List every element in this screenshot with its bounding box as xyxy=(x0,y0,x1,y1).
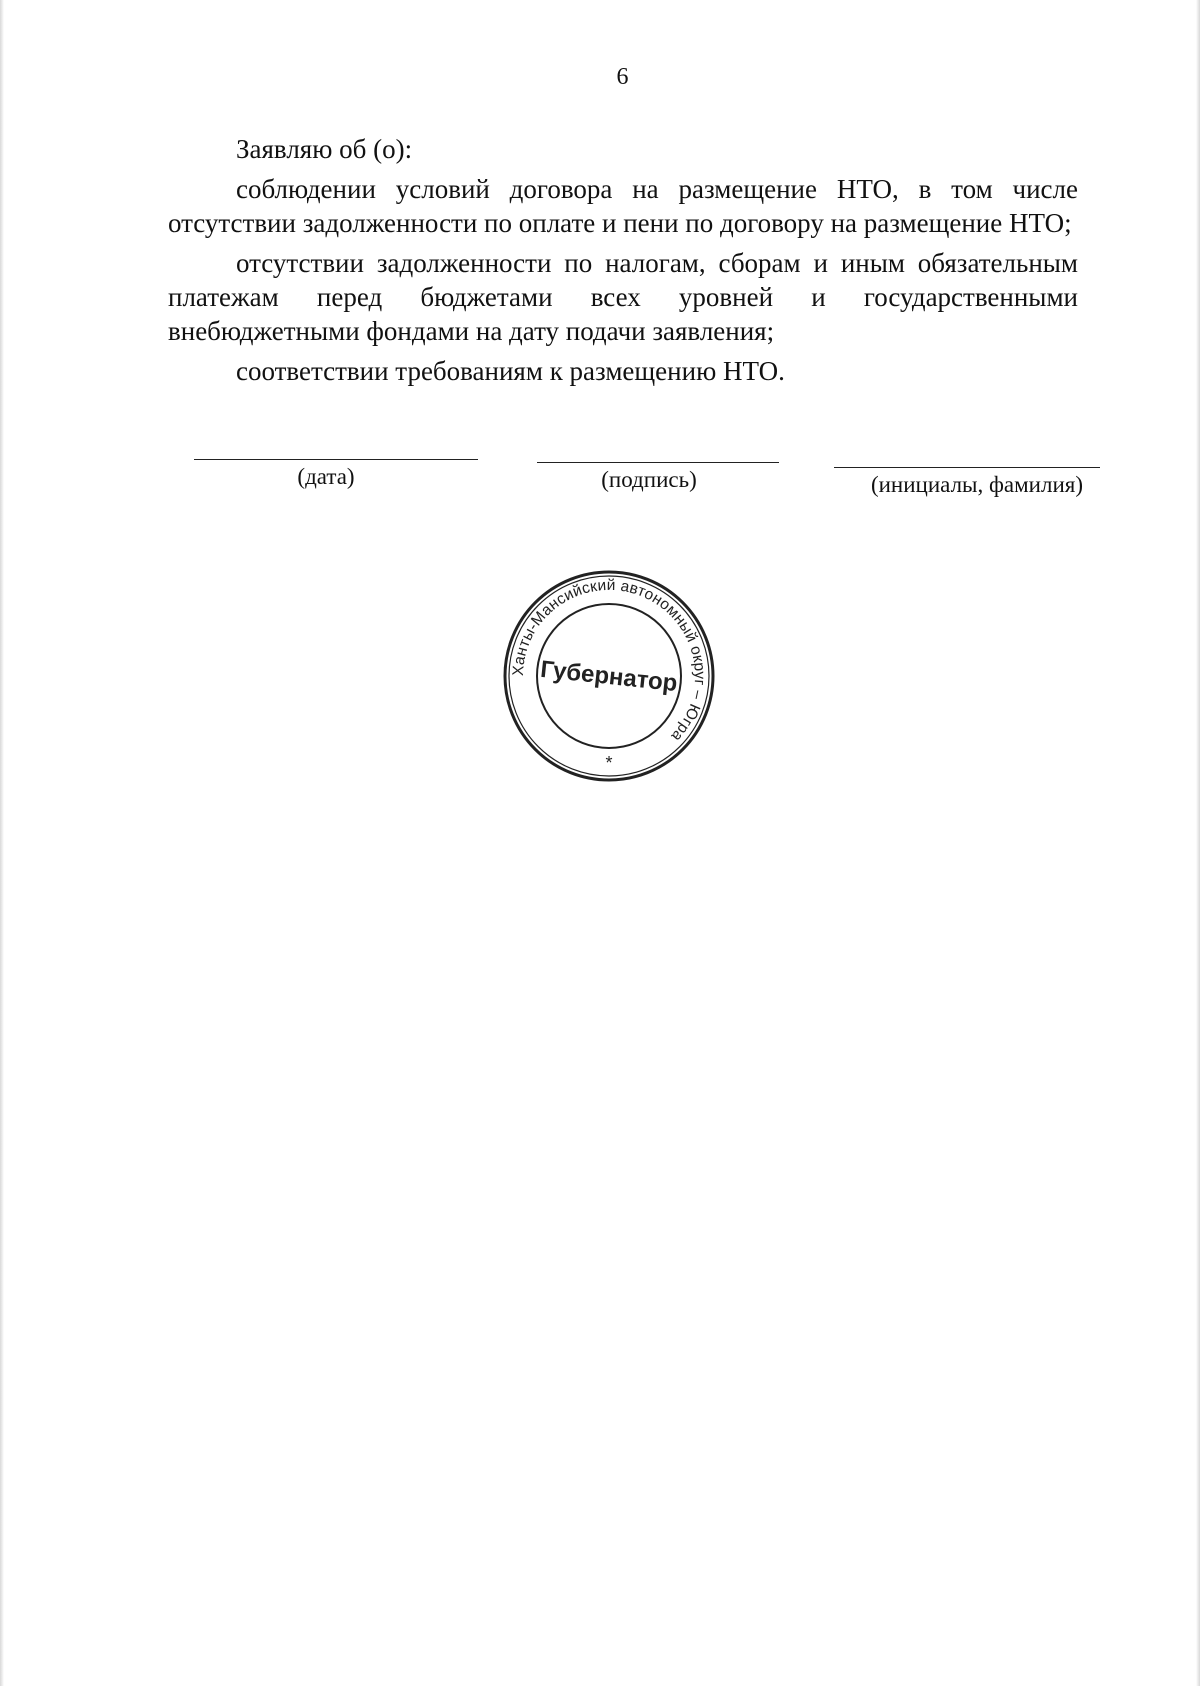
scan-edge-left xyxy=(0,0,4,1686)
stamp-center-text: Губернатор xyxy=(539,655,679,698)
page-number: 6 xyxy=(616,64,629,90)
declaration-text xyxy=(168,132,1078,388)
name-caption: (инициалы, фамилия) xyxy=(870,472,1084,497)
scan-edge-right xyxy=(1196,0,1200,1686)
declaration-item-taxes: отсутствии задолженности по налогам, сборам и иным обязательным платежам перед бюджетами всех уровней и государственными внебюджетными фондами на дату подачи заявления; xyxy=(168,248,1078,346)
date-caption: (дата) xyxy=(297,464,355,489)
date-line xyxy=(194,459,478,460)
governor-stamp xyxy=(502,569,716,783)
declaration-item-requirements: соответствии требованиям к размещению НТО. xyxy=(236,356,785,386)
signature-caption: (подпись) xyxy=(601,467,697,492)
signature-line xyxy=(537,462,779,463)
declaration-item-contract: соблюдении условий договора на размещение НТО, в том числе отсутствии задолженности по оплате и пени по договору на размещение НТО; xyxy=(168,174,1078,238)
stamp-graphic xyxy=(502,569,716,783)
name-line xyxy=(834,467,1100,468)
stamp-ring-text-path: Ханты-Мансийский автономный округ – Югра xyxy=(509,576,709,745)
stamp-star: * xyxy=(605,753,613,773)
declaration-intro: Заявляю об (о): xyxy=(236,134,413,164)
